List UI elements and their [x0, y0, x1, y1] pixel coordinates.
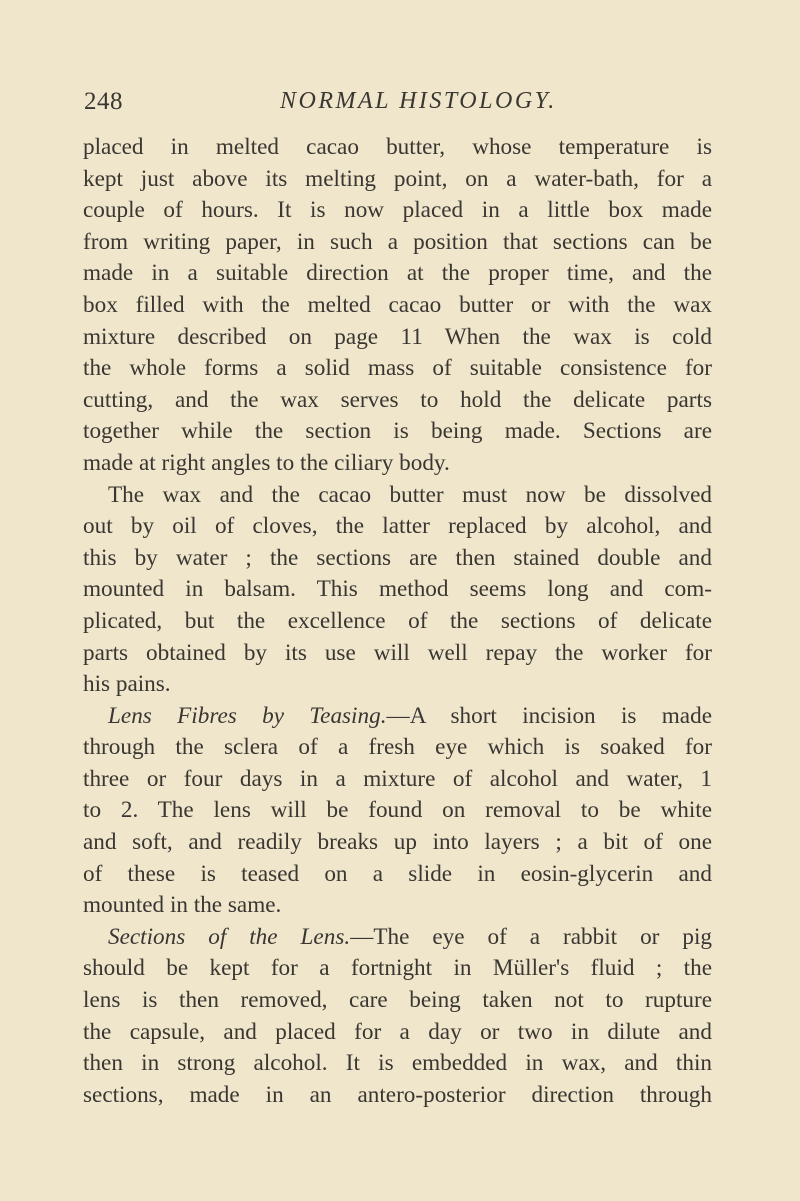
text-line: sections, made in an antero-posterior direction through	[83, 1081, 712, 1108]
paragraph	[83, 132, 712, 480]
text-line: three or four days in a mixture of alcohol and water, 1	[83, 765, 712, 792]
text-line: from writing paper, in such a position that sections can be	[83, 228, 712, 255]
text-line: made at right angles to the ciliary body.	[83, 449, 450, 476]
text-line: The wax and the cacao butter must now be dissolved	[108, 481, 712, 508]
text-line: box filled with the melted cacao butter or with the wax	[83, 291, 712, 318]
text-line	[83, 922, 712, 954]
page-header	[84, 88, 724, 122]
text-line: kept just above its melting point, on a water-bath, for a	[83, 165, 712, 192]
text-line: mixture described on page 11 When the wax is cold	[83, 323, 712, 350]
paragraph-lead: Lens Fibres by Teasing.	[108, 702, 387, 729]
text-line: then in strong alcohol. It is embedded in wax, and thin	[83, 1050, 712, 1077]
text-line: of these is teased on a slide in eosin-glycerin and	[83, 860, 712, 887]
text-line: should be kept for a fortnight in Müller's fluid ; the	[83, 955, 712, 982]
text-line: plicated, but the excellence of the sections of delicate	[83, 607, 712, 634]
text-line: this by water ; the sections are then stained double and	[83, 544, 712, 571]
text-line: placed in melted cacao butter, whose temperature is	[83, 134, 712, 160]
body-text	[83, 132, 712, 1111]
text-fragment: —The eye of a rabbit or pig	[350, 923, 712, 950]
paragraph	[83, 701, 712, 922]
paragraph	[83, 922, 712, 1112]
text-line: couple of hours. It is now placed in a little box made	[83, 197, 712, 224]
page-number: 248	[84, 88, 123, 115]
text-line: and soft, and readily breaks up into layers ; a bit of one	[83, 829, 712, 856]
text-line: through the sclera of a fresh eye which is soaked for	[83, 734, 712, 761]
text-line: cutting, and the wax serves to hold the delicate parts	[83, 386, 712, 413]
text-line: lens is then removed, care being taken not to rupture	[83, 987, 712, 1014]
text-line: made in a suitable direction at the proper time, and the	[83, 260, 712, 287]
text-fragment: —A short incision is made	[386, 702, 712, 729]
running-head: NORMAL HISTOLOGY.	[280, 88, 557, 114]
text-line: together while the section is being made. Sections are	[83, 418, 712, 445]
text-line	[83, 701, 712, 733]
text-line: the capsule, and placed for a day or two in dilute and	[83, 1018, 712, 1045]
text-line: mounted in the same.	[83, 892, 282, 919]
text-line: his pains.	[83, 671, 171, 698]
text-line: mounted in balsam. This method seems long and com-	[83, 576, 712, 603]
paragraph	[83, 480, 712, 701]
text-line: the whole forms a solid mass of suitable consistence for	[83, 355, 712, 382]
text-line: parts obtained by its use will well repay the worker for	[83, 639, 712, 666]
text-line: to 2. The lens will be found on removal to be white	[83, 797, 712, 824]
paragraph-lead: Sections of the Lens.	[108, 923, 351, 950]
text-line: out by oil of cloves, the latter replaced by alcohol, and	[83, 513, 712, 540]
